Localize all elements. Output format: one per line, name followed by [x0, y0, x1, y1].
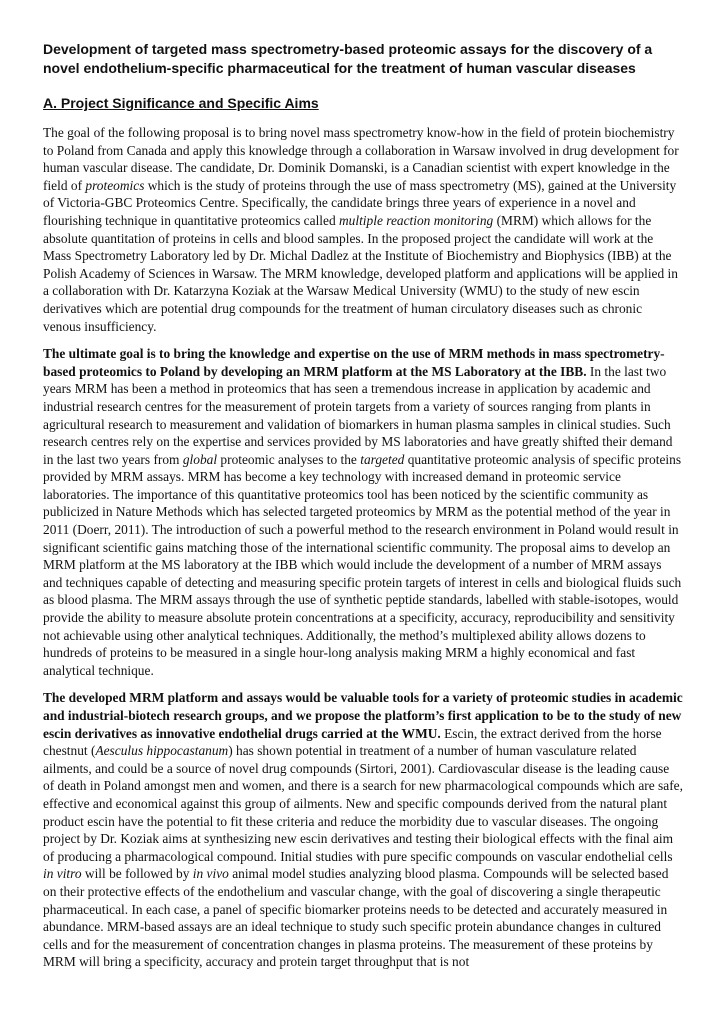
- text-run: Escin, the extract derived from the horse chestnut (: [43, 725, 662, 759]
- document-title: Development of targeted mass spectrometry-based proteomic assays for the discovery of a novel endothelium-specific pharmaceutical for the treatment of human vascular diseases: [43, 41, 653, 76]
- text-run: global: [182, 451, 218, 467]
- paragraph-2: [43, 345, 683, 679]
- text-run: which is the study of proteins through the use of mass spectrometry (MS), gained at the University of Victoria-GBC Proteomics Centre. Specifically, the candidate brings three years of experience in a novel and flourishing technique in quantitative proteomics called: [43, 177, 677, 228]
- text-run: animal model studies analyzing blood plasma. Compounds will be selected based on their protective effects of the endothelium and vascular change, with the goal of discovering a single therapeutic pharmaceutical. In each case, a panel of specific biomarker proteins needs to be detected and accurately measured in abundance. MRM-based assays are an ideal technique to study such specific protein abundance changes in cultured cells and for the measurement of concentration changes in plasma proteins. The measurement of these proteins by MRM will bring a specificity, accuracy and protein target throughput that is not: [43, 866, 669, 970]
- text-run: multiple reaction monitoring: [339, 212, 494, 228]
- text-run: quantitative proteomic analysis of specific proteins provided by MRM assays. MRM has become a key technology with increased demand in proteomic service laboratories. The importance of this quantitative proteomics tool has been noticed by the scientific community as publicized in Nature Methods which has selected targeted proteomics by MRM as the potential method of the year in 2011 (Doerr, 2011). The introduction of such a powerful method to the research environment in Poland would result in significant scientific gains matching those of the international scientific community. The proposal aims to develop an MRM platform at the MS laboratory at the IBB which would include the development of a number of MRM assays and techniques capable of detecting and measuring specific protein targets of interest in cells and biological fluids such as blood plasma. The MRM assays through the use of synthetic peptide standards, labelled with stable-isotopes, would provide the ability to measure absolute protein concentrations at a specificity, accuracy, reproducibility and sensitivity not achievable using other analytical techniques. Additionally, the method’s multiplexed ability allows dozens to hundreds of proteins to be measured in a single hour-long analysis making MRM a highly economical and fast analytical technique.: [43, 451, 682, 678]
- paragraph-1: [43, 124, 683, 335]
- text-run: will be followed by: [81, 866, 193, 882]
- text-run: The ultimate goal is to bring the knowledge and expertise on the use of MRM methods in mass spectrometry-based proteomics to Poland by developing an MRM platform at the MS Laboratory at the IBB.: [43, 346, 665, 379]
- text-run: In the last two years MRM has been a method in proteomics that has seen a tremendous increase in application by academic and industrial research centres for the measurement of protein targets from a variety of sources ranging from plants in agricultural research to measurement and validation of biomarkers in human plasma samples in clinical studies. Such research centres rely on the expertise and services provided by MS laboratories and have greatly shifted their demand in the last two years from: [43, 363, 673, 467]
- text-run: (MRM) which allows for the absolute quantitation of proteins in cells and blood samples. In the proposed project the candidate will work at the Mass Spectrometry Laboratory led by Dr. Michal Dadlez at the Institute of Biochemistry and Biophysics (IBB) at the Polish Academy of Sciences in Warsaw. The MRM knowledge, developed platform and applications will be applied in a collaboration with Dr. Katarzyna Koziak at the Warsaw Medical University (WMU) to the study of new escin derivatives which are potential drug compounds for the treatment of human circulatory diseases such as chronic venous insufficiency.: [43, 212, 678, 334]
- section-heading: A. Project Significance and Specific Aims: [43, 95, 319, 111]
- text-run: targeted: [360, 451, 405, 467]
- text-run: The goal of the following proposal is to bring novel mass spectrometry know-how in the field of protein biochemistry to Poland from Canada and apply this knowledge through a collaboration in Warsaw involved in drug development for human vascular disease. The candidate, Dr. Dominik Domanski, is a Canadian scientist with expert knowledge in the field of: [43, 125, 679, 193]
- document-page: [43, 40, 683, 981]
- paragraph-3: [43, 689, 683, 971]
- text-run: proteomics: [85, 177, 145, 193]
- text-run: ) has shown potential in treatment of a number of human vasculature related ailments, and could be a source of novel drug compounds (Sirtori, 2001). Cardiovascular disease is the leading cause of death in Poland amongst men and women, and there is a search for new pharmacological compounds which are safe, effective and economical against this group of ailments. New and specific compounds derived from the natural plant product escin have the potential to fit these criteria and reduce the morbidity due to vascular diseases. The ongoing project by Dr. Koziak aims at synthesizing new escin derivatives and testing their biological effects with the final aim of producing a pharmacological compound. Initial studies with pure specific compounds on vascular endothelial cells: [43, 743, 683, 864]
- text-run: in vivo: [192, 866, 229, 882]
- text-run: proteomic analyses to the: [217, 451, 361, 467]
- text-run: The developed MRM platform and assays would be valuable tools for a variety of proteomic studies in academic and industrial-biotech research groups, and we propose the platform’s first application to be to the study of new escin derivatives as innovative endothelial drugs carried at the WMU.: [43, 690, 683, 741]
- text-run: in vitro: [43, 866, 82, 882]
- text-run: Aesculus hippocastanum: [95, 743, 229, 759]
